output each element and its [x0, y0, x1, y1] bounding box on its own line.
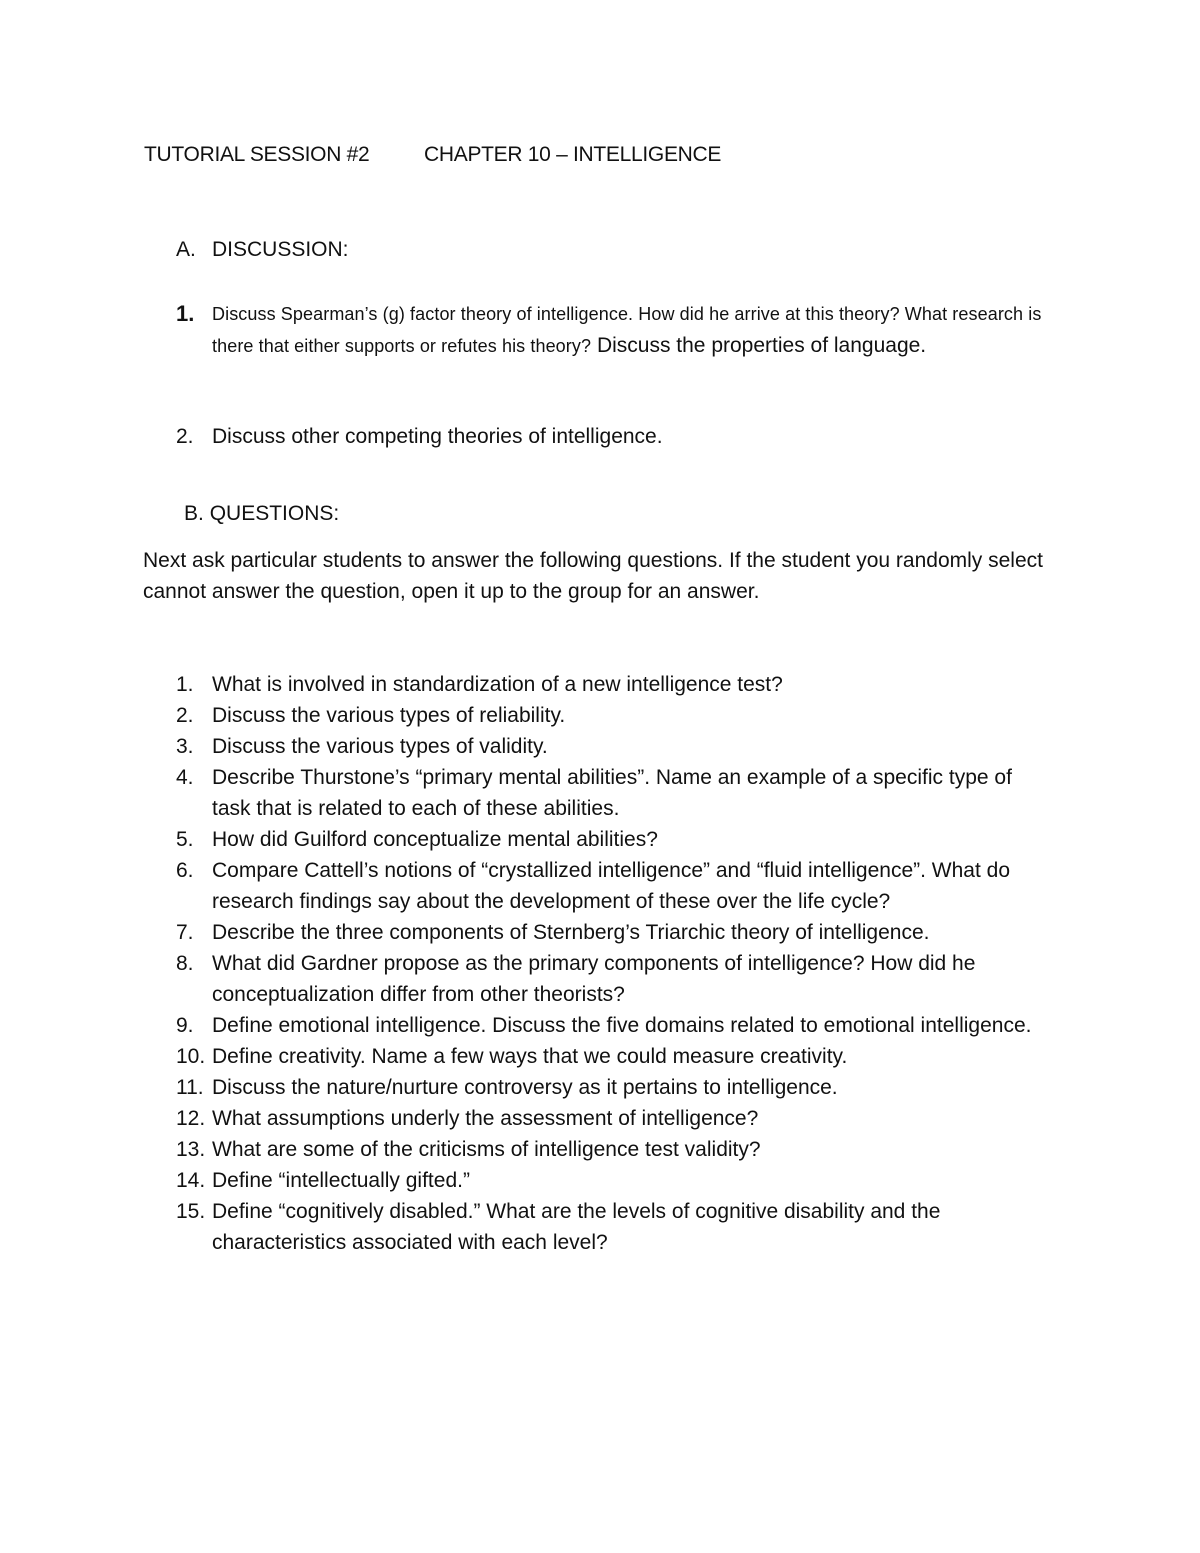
discussion-item-2-text: Discuss other competing theories of intelligence. [212, 425, 663, 448]
section-b-letter: B. [184, 502, 204, 525]
document-header [144, 143, 722, 167]
list-item: 5. How did Guilford conceptualize mental abilities? [176, 828, 658, 851]
list-item: 15. Define “cognitively disabled.” What are the levels of cognitive disability and the characteristics associated with each level? [176, 1200, 941, 1254]
discussion-item-1-extra: Discuss the properties of language. [596, 334, 927, 357]
list-item: 6. Compare Cattell’s notions of “crystallized intelligence” and “fluid intelligence”. What do research findings say about the development of these over the life cycle? [176, 859, 1010, 913]
questions-list [176, 669, 1056, 1258]
section-a-title: DISCUSSION: [212, 238, 349, 261]
session-title: TUTORIAL SESSION #2 [144, 143, 370, 166]
questions-intro: Next ask particular students to answer the following questions. If the student you randomly select cannot answer the question, open it up to the group for an answer. [143, 549, 1043, 603]
list-item: 1. What is involved in standardization of a new intelligence test? [176, 673, 783, 696]
list-item: 14. Define “intellectually gifted.” [176, 1169, 470, 1192]
discussion-item-1-text: Discuss Spearman’s (g) factor theory of intelligence. How did he arrive at this theory? What research is there that either supports or refutes his theory? [212, 304, 1042, 356]
list-item: 10. Define creativity. Name a few ways that we could measure creativity. [176, 1045, 848, 1068]
discussion-item-1-number: 1. [176, 301, 195, 326]
list-item: 2. Discuss the various types of reliability. [176, 704, 566, 727]
list-item: 4. Describe Thurstone’s “primary mental abilities”. Name an example of a specific type of task that is related to each of these abilities. [176, 766, 1012, 820]
discussion-item-2 [176, 421, 1056, 452]
section-b-heading [184, 502, 339, 526]
discussion-item-2-number: 2. [176, 425, 194, 448]
list-item: 8. What did Gardner propose as the primary components of intelligence? How did he conceptualization differ from other theorists? [176, 952, 976, 1006]
chapter-title: CHAPTER 10 – INTELLIGENCE [424, 143, 722, 166]
list-item: 13. What are some of the criticisms of intelligence test validity? [176, 1138, 761, 1161]
list-item: 9. Define emotional intelligence. Discuss the five domains related to emotional intelligence. [176, 1014, 1032, 1037]
section-a-letter: A. [176, 238, 196, 261]
section-a-heading [176, 238, 349, 262]
discussion-item-1 [176, 298, 1056, 362]
list-item: 12. What assumptions underly the assessment of intelligence? [176, 1107, 759, 1130]
list-item: 7. Describe the three components of Sternberg’s Triarchic theory of intelligence. [176, 921, 930, 944]
list-item: 11. Discuss the nature/nurture controversy as it pertains to intelligence. [176, 1076, 838, 1099]
section-b-title: QUESTIONS: [209, 502, 340, 525]
list-item: 3. Discuss the various types of validity. [176, 735, 548, 758]
